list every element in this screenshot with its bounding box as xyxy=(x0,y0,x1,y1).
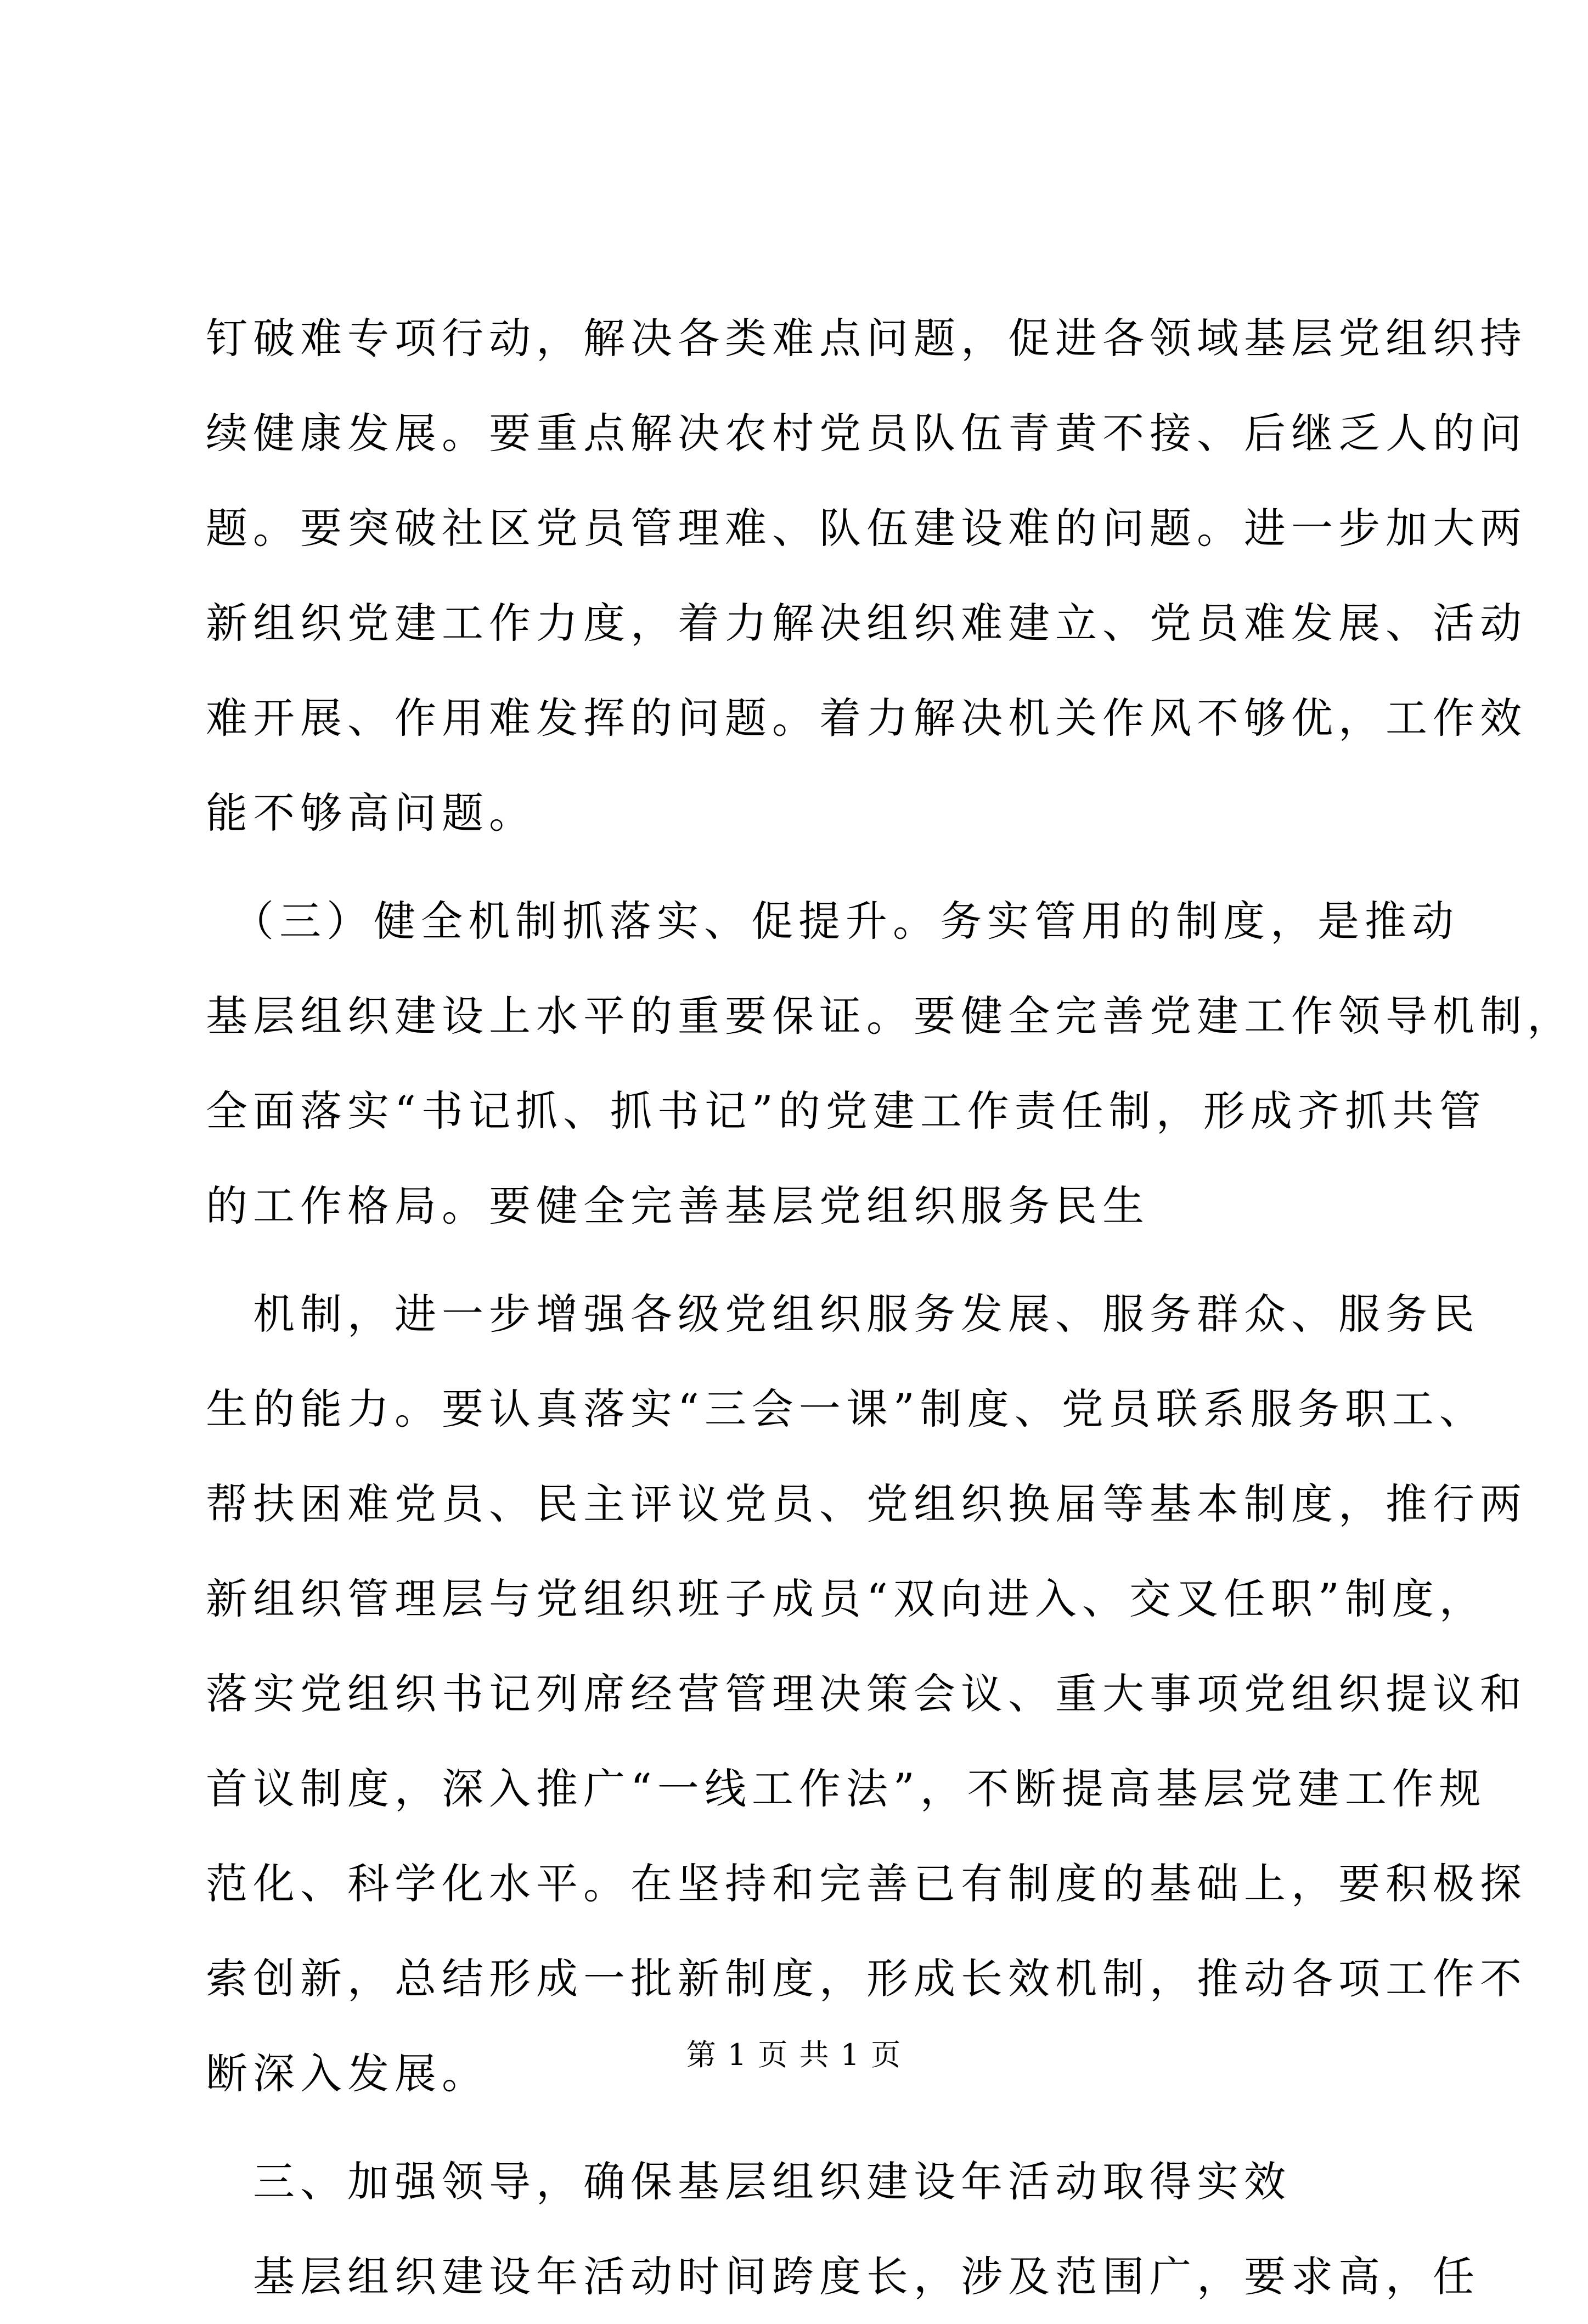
text-line: 题。要突破社区党员管理难、队伍建设难的问题。进一步加大两 xyxy=(206,504,1527,553)
text-line: 断深入发展。 xyxy=(206,2049,489,2098)
page-footer: 第 1 页 共 1 页 xyxy=(686,2038,902,2072)
text-line: 新组织党建工作力度，着力解决组织难建立、党员难发展、活动 xyxy=(206,599,1527,648)
text-line: （三）健全机制抓落实、促提升。务实管用的制度，是推动 xyxy=(206,897,1459,946)
text-line: 索创新，总结形成一批新制度，形成长效机制，推动各项工作不 xyxy=(206,1954,1527,2003)
text-line: 基层组织建设上水平的重要保证。要健全完善党建工作领导机制， xyxy=(206,992,1574,1040)
text-line: 难开展、作用难发挥的问题。着力解决机关作风不够优，工作效 xyxy=(206,694,1527,742)
text-line: 基层组织建设年活动时间跨度长，涉及范围广，要求高，任 xyxy=(206,2252,1480,2301)
text-line: 首议制度，深入推广“一线工作法”，不断提高基层党建工作规 xyxy=(206,1764,1486,1813)
document-body xyxy=(206,291,1574,2324)
text-line: 续健康发展。要重点解决农村党员队伍青黄不接、后继乏人的问 xyxy=(206,409,1527,458)
section-heading: 三、加强领导，确保基层组织建设年活动取得实效 xyxy=(206,2157,1291,2206)
text-line: 生的能力。要认真落实“三会一课”制度、党员联系服务职工、 xyxy=(206,1385,1486,1433)
text-line: 能不够高问题。 xyxy=(206,789,536,837)
text-line: 钉破难专项行动，解决各类难点问题，促进各领域基层党组织持 xyxy=(206,314,1527,363)
text-line: 全面落实“书记抓、抓书记”的党建工作责任制，形成齐抓共管 xyxy=(206,1087,1486,1135)
text-line: 帮扶困难党员、民主评议党员、党组织换届等基本制度，推行两 xyxy=(206,1479,1527,1528)
text-line: 机制，进一步增强各级党组织服务发展、服务群众、服务民 xyxy=(206,1290,1480,1338)
text-line: 落实党组织书记列席经营管理决策会议、重大事项党组织提议和 xyxy=(206,1669,1527,1718)
text-line: 的工作格局。要健全完善基层党组织服务民生 xyxy=(206,1181,1150,1230)
text-line: 范化、科学化水平。在坚持和完善已有制度的基础上，要积极探 xyxy=(206,1859,1527,1908)
text-line: 新组织管理层与党组织班子成员“双向进入、交叉任职”制度， xyxy=(206,1574,1486,1623)
